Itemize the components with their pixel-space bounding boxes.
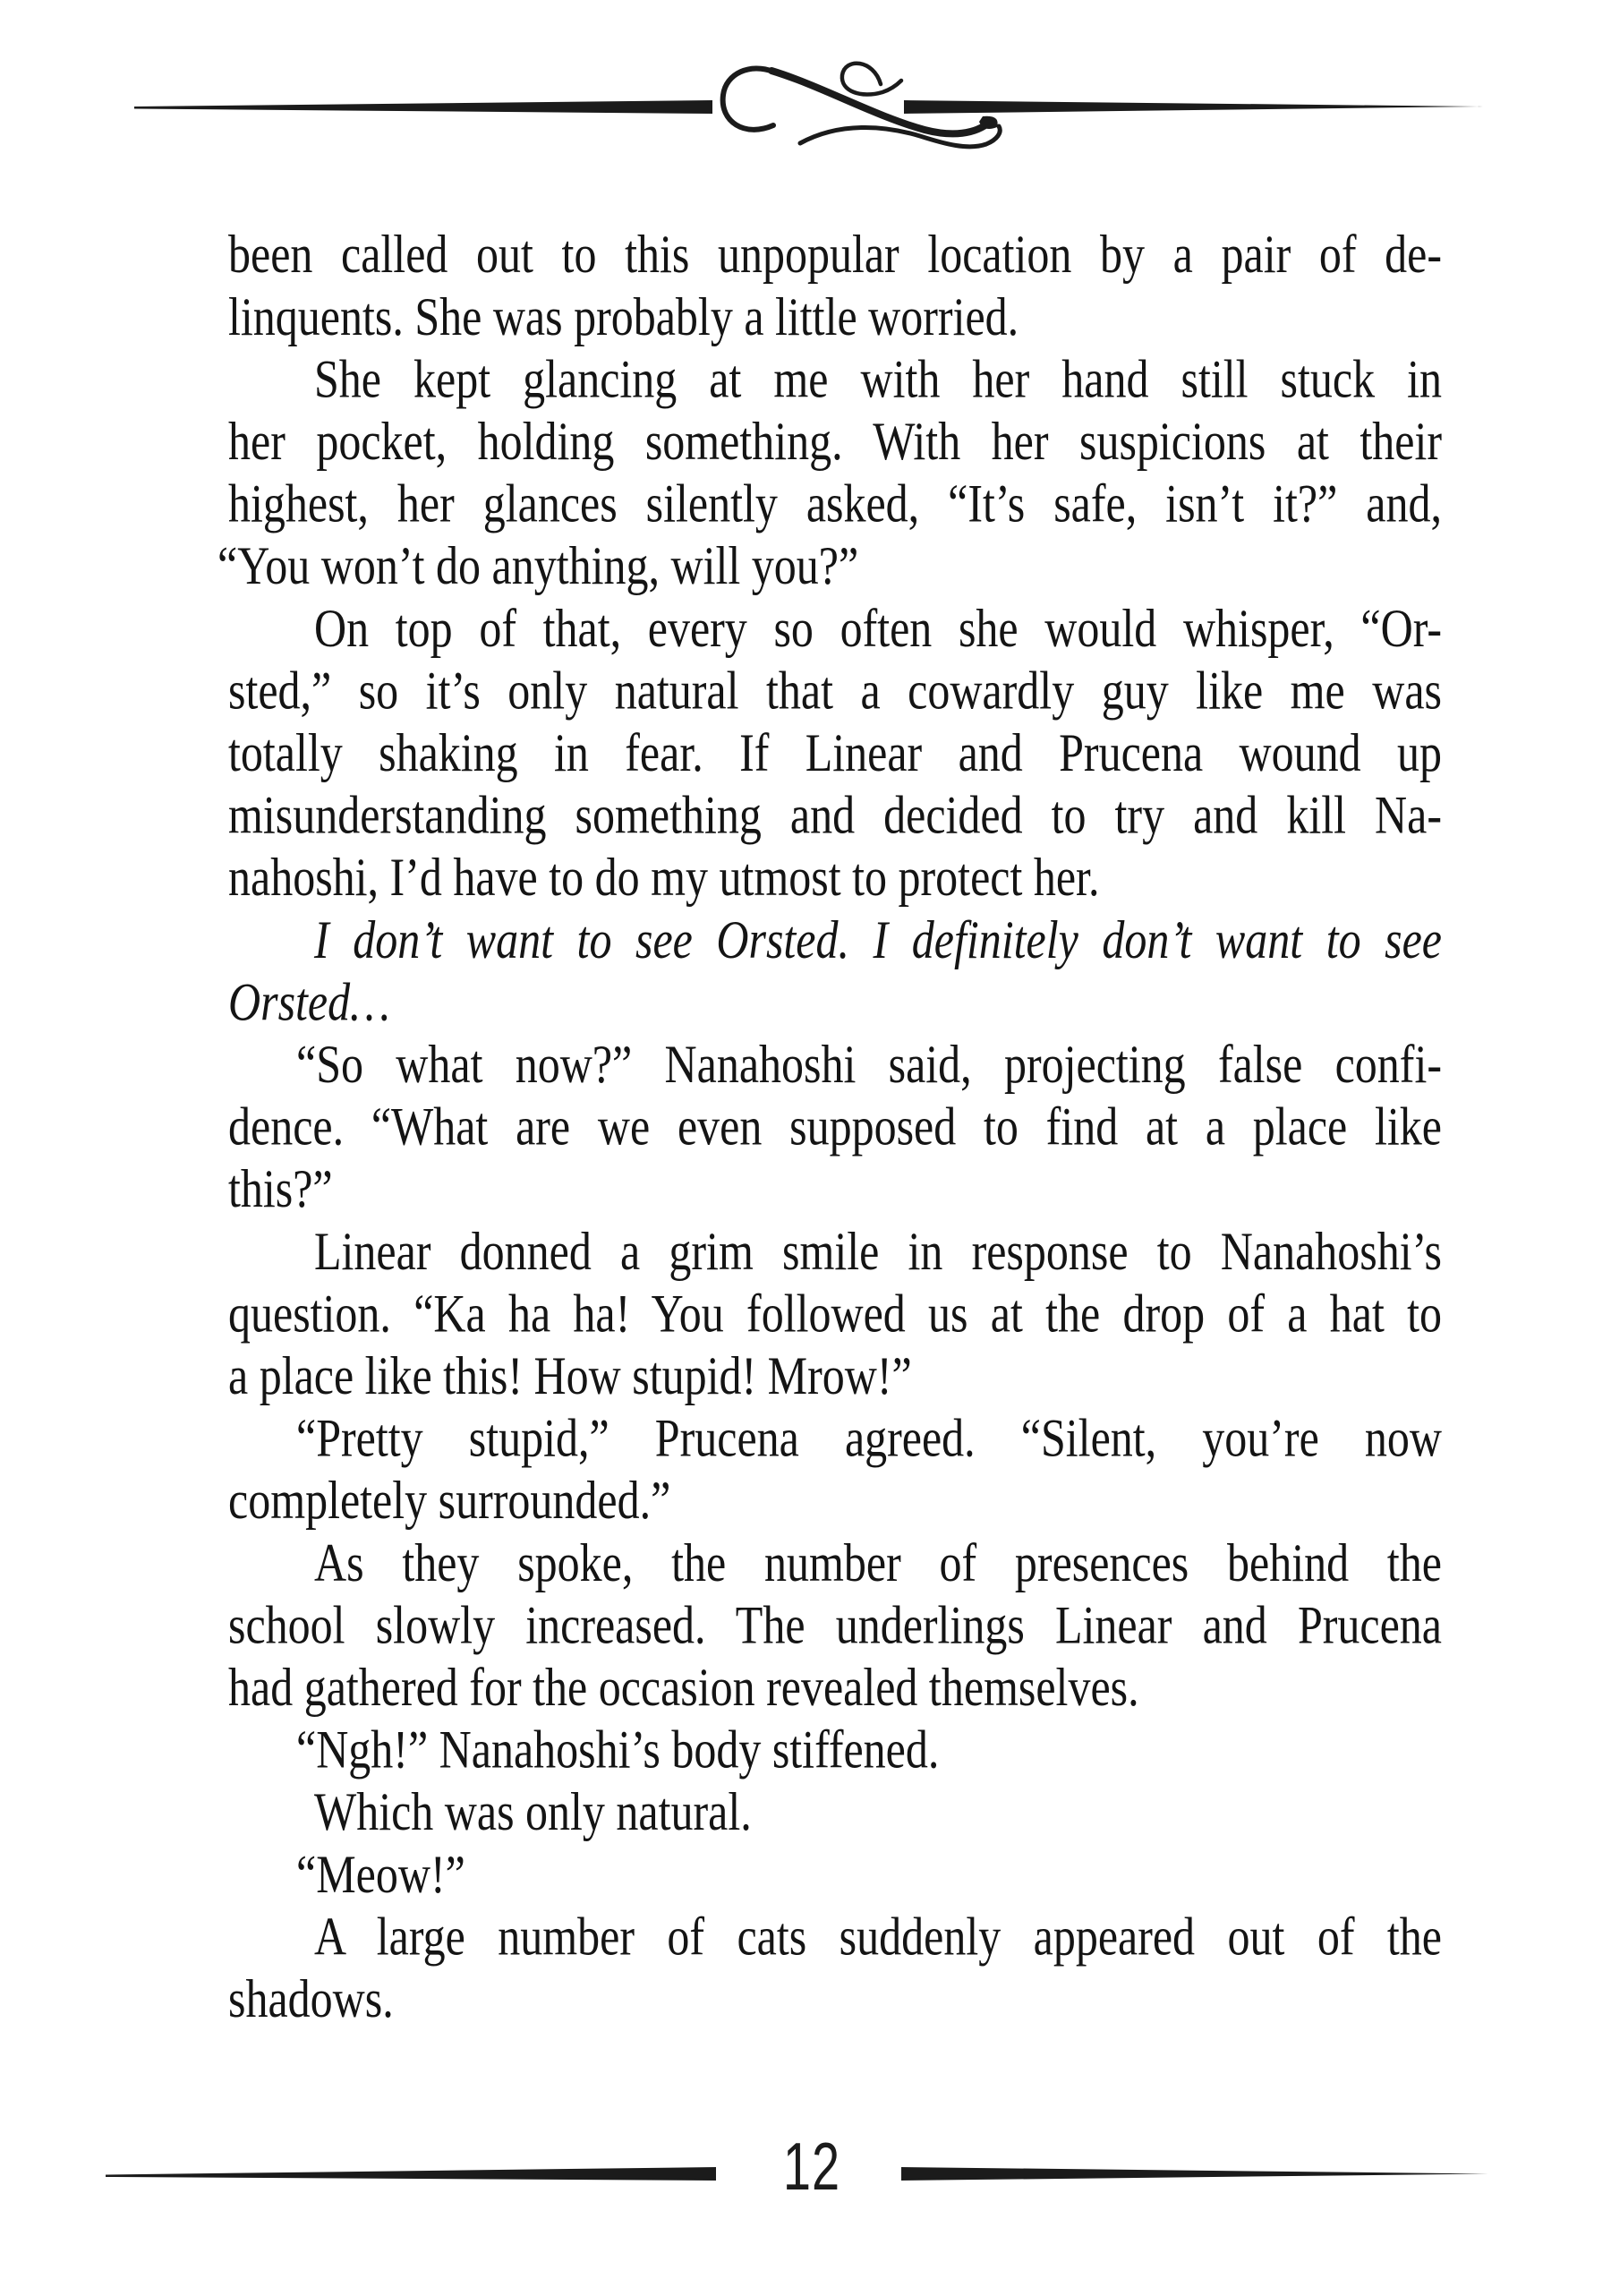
text-line: linquents. She was probably a little worried. [228, 286, 1019, 346]
text-line: highest, her glances silently asked, “It’s safe, isn’t it?” and, [228, 473, 1442, 533]
page-number: 12 [782, 2128, 841, 2205]
footer-rule-left [106, 2167, 716, 2181]
header-rule-left [134, 100, 712, 114]
text-line: “Meow!” [296, 1843, 465, 1904]
text-line: misunderstanding something and decided to try and kill Na- [228, 784, 1442, 845]
header-divider [0, 0, 1611, 179]
text-line: Orsted… [228, 971, 390, 1032]
text-line: a place like this! How stupid! Mrow!” [228, 1345, 912, 1406]
footer-rule-right [901, 2167, 1488, 2181]
text-line: dence. “What are we even supposed to find at a place like [228, 1096, 1442, 1157]
text-line: “Pretty stupid,” Prucena agreed. “Silent, you’re now [296, 1407, 1442, 1468]
text-line: shadows. [228, 1968, 394, 2029]
text-line: As they spoke, the number of presences behind the [314, 1532, 1442, 1592]
text-line: Which was only natural. [314, 1781, 752, 1842]
text-line: nahoshi, I’d have to do my utmost to protect her. [228, 847, 1100, 908]
text-line: “Ngh!” Nanahoshi’s body stiffened. [296, 1719, 940, 1780]
text-line: her pocket, holding something. With her suspicions at their [228, 411, 1442, 472]
text-line: sted,” so it’s only natural that a cowardly guy like me was [228, 660, 1442, 721]
text-line: this?” [228, 1158, 333, 1219]
body-text [217, 223, 1442, 2029]
text-line: question. “Ka ha ha! You followed us at the drop of a hat to [228, 1283, 1442, 1344]
text-line: “So what now?” Nanahoshi said, projecting false confi- [296, 1034, 1442, 1095]
text-line: I don’t want to see Orsted. I definitely don’t want to see [314, 909, 1442, 969]
text-line: been called out to this unpopular location by a pair of de- [228, 224, 1442, 285]
text-line: totally shaking in fear. If Linear and Prucena wound up [228, 722, 1442, 783]
text-line: “You won’t do anything, will you?” [217, 535, 859, 596]
text-line: school slowly increased. The underlings Linear and Prucena [228, 1594, 1442, 1655]
text-line: A large number of cats suddenly appeared out of the [314, 1906, 1442, 1967]
text-line: She kept glancing at me with her hand still stuck in [314, 348, 1442, 409]
text-line: Linear donned a grim smile in response to Nanahoshi’s [314, 1220, 1442, 1281]
text-line: had gathered for the occasion revealed themselves. [228, 1657, 1139, 1718]
header-rule-right [904, 100, 1483, 114]
text-line: completely surrounded.” [228, 1470, 671, 1531]
text-line: On top of that, every so often she would whisper, “Or- [314, 597, 1442, 658]
